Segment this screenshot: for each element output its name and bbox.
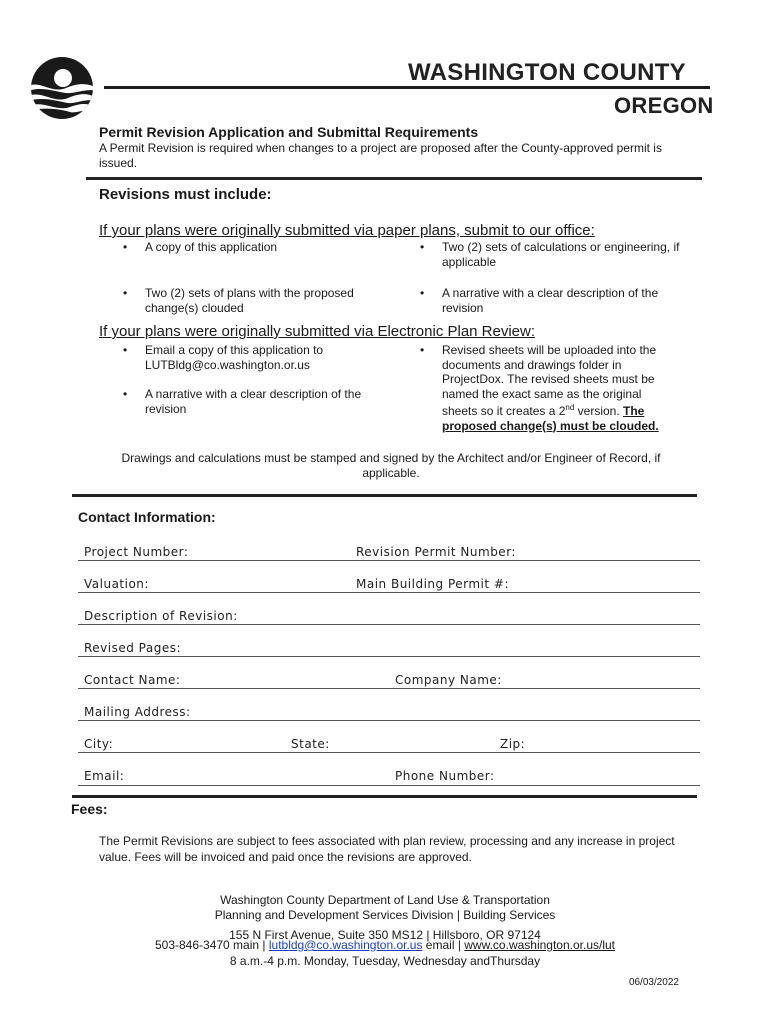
list-item-text: A narrative with a clear description of the revision xyxy=(145,387,362,416)
fees-text: The Permit Revisions are subject to fees associated with plan review, processing and any increase in project value. Fees will be invoiced and paid once the revisions are approved. xyxy=(99,834,675,864)
form-line xyxy=(78,752,700,753)
electronic-plans-heading: If your plans were originally submitted via Electronic Plan Review: xyxy=(99,323,536,340)
project-number-field[interactable]: Project Number: xyxy=(84,545,189,559)
bullet-icon: • xyxy=(123,240,128,254)
bullet-icon: • xyxy=(123,343,128,357)
superscript-text: nd xyxy=(565,403,575,412)
list-item xyxy=(123,286,390,315)
form-line xyxy=(78,560,700,561)
list-item xyxy=(420,343,674,433)
form-line xyxy=(78,785,700,786)
document-intro: A Permit Revision is required when changes to a project are proposed after the County-approved permit is issued. xyxy=(99,141,662,170)
list-item-text: Revised sheets will be uploaded into the documents and drawings folder in ProjectDox. The revised sheets must be named the exact same as the original sheets so it creates a 2 xyxy=(442,343,657,418)
county-seal-icon xyxy=(30,56,94,120)
stamp-note: Drawings and calculations must be stamped and signed by the Architect and/or Engineer of Record, if applicable. xyxy=(121,451,661,480)
county-name: WASHINGTON COUNTY xyxy=(408,59,686,86)
city-field[interactable]: City: xyxy=(84,737,114,751)
footer-hours: 8 a.m.-4 p.m. Monday, Tuesday, Wednesday andThursday xyxy=(229,954,541,968)
contact-heading: Contact Information: xyxy=(78,509,216,525)
list-item xyxy=(123,240,390,255)
list-item-text: A copy of this application xyxy=(145,240,278,254)
bullet-icon: • xyxy=(420,343,425,357)
list-item-text: Two (2) sets of calculations or engineering, if applicable xyxy=(442,240,680,269)
list-item xyxy=(420,286,682,315)
section-divider xyxy=(72,494,697,497)
list-item xyxy=(123,387,390,416)
bullet-icon: • xyxy=(123,387,128,401)
footer-email-link[interactable]: lutbldg@co.washington.or.us xyxy=(268,938,423,952)
footer-phone: 503-846-3470 xyxy=(154,938,230,952)
main-building-permit-field[interactable]: Main Building Permit #: xyxy=(356,577,510,591)
form-line xyxy=(78,592,700,593)
document-title: Permit Revision Application and Submittal Requirements xyxy=(99,124,479,140)
form-line xyxy=(78,624,700,625)
state-field[interactable]: State: xyxy=(291,737,330,751)
footer-contact-line xyxy=(0,938,770,953)
footer-address: 155 N First Avenue, Suite 350 MS12 | Hillsboro, OR 97124 xyxy=(229,928,541,942)
zip-field[interactable]: Zip: xyxy=(500,737,526,751)
list-item xyxy=(123,343,390,372)
list-item-text: Two (2) sets of plans with the proposed change(s) clouded xyxy=(145,286,354,315)
bullet-icon: • xyxy=(123,286,128,300)
fees-heading: Fees: xyxy=(71,801,108,817)
list-item-text: A narrative with a clear description of the revision xyxy=(442,286,659,315)
paper-plans-heading: If your plans were originally submitted via paper plans, submit to our office: xyxy=(99,222,595,239)
mailing-address-field[interactable]: Mailing Address: xyxy=(84,705,191,719)
bullet-icon: • xyxy=(420,286,425,300)
phone-number-field[interactable]: Phone Number: xyxy=(395,769,495,783)
revisions-heading: Revisions must include: xyxy=(99,186,272,203)
footer-division: Planning and Development Services Division | Building Services xyxy=(214,908,556,922)
description-of-revision-field[interactable]: Description of Revision: xyxy=(84,609,238,623)
emphasis-text: The proposed change(s) must be clouded. xyxy=(442,404,659,433)
bullet-icon: • xyxy=(420,240,425,254)
footer-website-link[interactable]: www.co.washington.or.us/lut xyxy=(464,938,616,952)
footer-phone-label: main | xyxy=(229,938,269,952)
list-item-text: version. xyxy=(574,404,620,418)
email-field[interactable]: Email: xyxy=(84,769,125,783)
revision-permit-number-field[interactable]: Revision Permit Number: xyxy=(356,545,516,559)
form-line xyxy=(78,720,700,721)
email-address-text: LUTBldg@co.washington.or.us xyxy=(145,357,310,372)
footer-department: Washington County Department of Land Use & Transportation xyxy=(220,893,550,907)
section-divider xyxy=(86,177,702,180)
valuation-field[interactable]: Valuation: xyxy=(84,577,149,591)
form-line xyxy=(78,656,700,657)
contact-name-field[interactable]: Contact Name: xyxy=(84,673,181,687)
footer-email-label: email | xyxy=(422,938,465,952)
form-date: 06/03/2022 xyxy=(628,977,679,988)
form-line xyxy=(78,688,700,689)
revised-pages-field[interactable]: Revised Pages: xyxy=(84,641,182,655)
company-name-field[interactable]: Company Name: xyxy=(395,673,502,687)
list-item xyxy=(420,240,682,269)
list-item-text: Email a copy of this application to xyxy=(145,343,324,357)
county-state: OREGON xyxy=(614,93,714,118)
section-divider xyxy=(72,795,697,798)
